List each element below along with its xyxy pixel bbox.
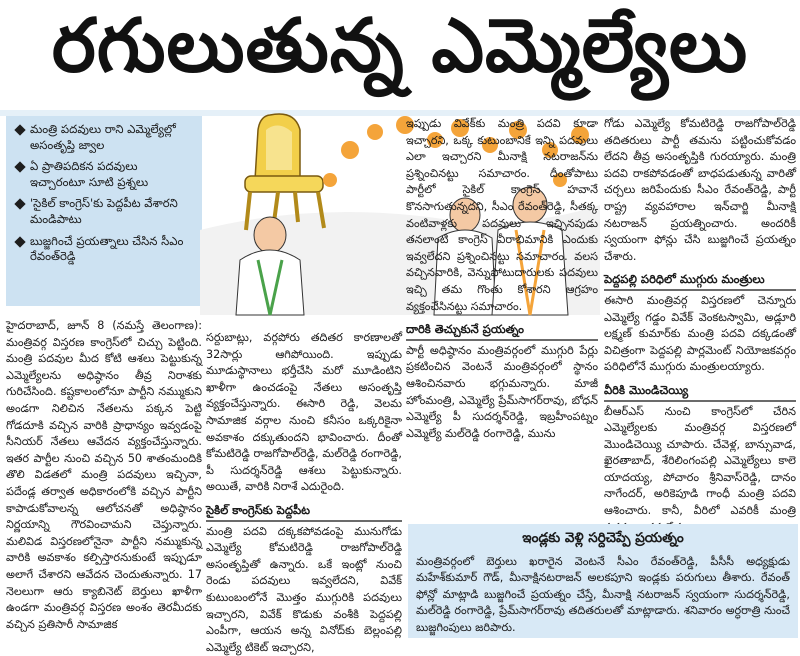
bullet-icon	[14, 124, 25, 135]
bullet-icon	[14, 162, 25, 173]
subheading: దారికి తెచ్చుకునే ప్రయత్నం	[406, 321, 598, 341]
highlight-item	[16, 159, 196, 190]
paragraph: సర్దుబాట్లు, వర్గపోరు తదితర కారణాలతో 32సార్లు ఆగిపోయింది. ఇప్పుడు మూడుస్థానాలు భర్తీచేసి మరో మూడింటిని ఖాళీగా ఉంచడంపై నేతలు అసంతృప్తి వ్యక్తంచేస్తున్నారు. ఈసారి రెడ్డి, వెలమ సామాజిక వర్గాల నుంచి కనీసం ఒక్కరికైనా అవకాశం దక్కుతుందని భావించారు. దీంతో కోమటిరెడ్డి రాజగోపాల్‌రెడ్డి, మల్‌రెడ్డి రంగారెడ్డి, పీ సుదర్శన్‌రెడ్డి ఆశలు పెట్టుకున్నారు. అయితే, వారికి నిరాశే ఎదురైంది.	[206, 331, 402, 494]
paragraph: ఈసారి మంత్రివర్గ విస్తరణలో చెన్నూరు ఎమ్మెల్యే గడ్డం వివేక్ వెంకటస్వామి, అడ్లూరి లక్ష్మణ్ కుమార్‌కు మంత్రి పదవి దక్కడంతో విచిత్రంగా పెద్దపల్లి పార్లమెంట్ నియోజకవర్గం పరిధిలోనే ముగ్గురు మంత్రులయ్యారు.	[604, 293, 796, 374]
highlight-text: మంత్రి పదవులు రాని ఎమ్మెల్యేల్లో అసంతృప్తి జ్వాల	[30, 122, 176, 152]
paragraph: ఇప్పుడు వివేక్‌కు మంత్రి పదవి కూడా ఇచ్చారని, ఒక్క కుటుంబానికే ఇన్ని పదవులు ఎలా ఇచ్చారని మీనాక్షి నటరాజన్‌ను ప్రశ్నించినట్టు సమాచారం. దీంతోపాటు పార్టీలో సైకిల్ కాంగ్రెస్ హవానే కొనసాగుతున్నదని, సీఎం రేవంత్‌రెడ్డి, సీతక్క వంటివాళ్లకు పదవులు ఇచ్చినపుడు తనలాంటి కాంగ్రెస్ వీరాభిమానికి ఎందుకు ఇవ్వలేదని ప్రశ్నించినట్టు సమాచారం. వలస వచ్చినవారికి, వెన్నుపోటుదారులకు పదవులు ఇచ్చి తమ గొంతు కోశారని ఆగ్రహం వ్యక్తంచేసినట్టు సమాచారం.	[406, 117, 598, 313]
highlight-text: 'సైకిల్ కాంగ్రెస్'కు పెద్దపీట వేశారని మండిపాటు	[30, 196, 178, 226]
highlight-item	[16, 196, 196, 227]
subheading: పెద్దపల్లి పరిధిలో ముగ్గురు మంత్రులు	[604, 271, 796, 291]
paragraph: గోడు ఎమ్మెల్యే కోమటిరెడ్డి రాజగోపాల్‌రెడ్డి తదితరులు పార్టీ తమను పట్టించుకోవడం లేదని తీవ్ర అసంతృప్తికి గురయ్యారు. మంత్రి పదవి రాకపోవడంతో బాధపడుతున్న వారితో చర్చలు జరిపేందుకు సీఎం రేవంత్‌రెడ్డి, పార్టీ రాష్ట్ర వ్యవహారాల ఇన్‌చార్జి మీనాక్షి నటరాజన్ ప్రయత్నించారు. అందరికీ స్వయంగా ఫోన్లు చేసి బుజ్జగించే ప్రయత్నం చేశారు.	[604, 117, 796, 263]
highlight-text: ఏ ప్రాతిపదికన పదవులు ఇచ్చారంటూ సూటి ప్రశ్నలు	[30, 159, 149, 189]
highlight-text: బుజ్జగించే ప్రయత్నాలు చేసిన సీఎం రేవంత్‌రెడ్డి	[30, 233, 184, 264]
article-column-2	[206, 330, 402, 654]
highlights-box	[6, 116, 202, 306]
callout-body: మంత్రివర్గంలో బెర్తులు ఖరారైన వెంటనే సీఎం రేవంత్‌రెడ్డి, పీసీసీ అధ్యక్షుడు మహేశ్‌కుమార్ గౌడ్, మీనాక్షినటరాజన్ అలకపూని ఇండ్లకు పరుగులు తీశారు. రేవంత్ ఫోన్లో మాట్లాడి బుజ్జగించే ప్రయత్నం చేస్తే, మీనాక్షి నటరాజన్ స్వయంగా సుదర్శన్‌రెడ్డి, మల్‌రెడ్డి రంగారెడ్డి, ప్రేమ్‌సాగర్‌రావు తదితరులతో మాట్లాడారు. శనివారం అర్ధరాత్రి నుంచే బుజ్జగింపులు జరిపారు.	[416, 555, 790, 634]
article-column-3	[406, 116, 598, 522]
callout-title: ఇండ్లకు వెళ్లి సర్దిచెప్పే ప్రయత్నం	[522, 530, 684, 546]
sidebar-callout-box	[408, 524, 798, 638]
golden-chair-icon	[245, 114, 324, 230]
article-column-4	[604, 116, 796, 522]
paragraph: హైదరాబాద్, జూన్ 8 (నమస్తే తెలంగాణ): మంత్రివర్గ విస్తరణ కాంగ్రెస్‌లో చిచ్చు పెట్టింది. మంత్రి పదవుల మీద కోటి ఆశలు పెట్టుకున్న ఎమ్మెల్యేలను అధిష్ఠానం తీవ్ర నిరాశకు గురిచేసింది. కష్టకాలంలోనూ పార్టీని నమ్ముకుని అండగా నిలిచిన నేతలను పక్కన పెట్టి గోడదూకి వచ్చిన వారికి ప్రాధాన్యం ఇవ్వడంపై సీనియర్ నేతలు ఆవేదన వ్యక్తంచేస్తున్నారు. ఇతర పార్టీల నుంచి వచ్చిన 50 శాతంమందికి తొలి విడతలో మంత్రి పదవులు ఇచ్చినా, పదేండ్ల తర్వాత అధికారంలోకి వచ్చిన పార్టీని కాపాడుకోవాలన్న ఆలోచనతో అధిష్ఠానం నిర్ణయాన్ని గౌరవించామని చెప్తున్నారు. మలివిడ విస్తరణలోనైనా పార్టీని నమ్ముకున్న వారికి అవకాశం కల్పిస్తారనుకుంటే ఇప్పుడూ అలాగే చేశారని ఆవేదన చెందుతున్నారు. 17 నెలలుగా ఆరు క్యాబినెట్ బెర్తులు ఖాళీగా ఉండగా మంత్రివర్గ విస్తరణ అంశం తెరమీదకు వచ్చిన ప్రతిసారీ సామాజిక	[6, 319, 202, 631]
headline: రగులుతున్న ఎమ్మెల్యేలు	[51, 3, 749, 89]
paragraph: మంత్రి పదవి దక్కకపోవడంపై మునుగోడు ఎమ్మెల్యే కోమటిరెడ్డి రాజగోపాల్‌రెడ్డి అసంతృప్తితో ఉన్నారు. ఒకే ఇంట్లో నుంచి రెండు పదవులు ఇవ్వలేదని, వివేక్ కుటుంబంలోనే మొత్తం ముగ్గురికి పదవులు ఇచ్చారని, వివేక్ కొడుకు వంశీకి పెద్దపల్లి ఎంపీగా, ఆయన అన్న వినోద్‌కు బెల్లంపల్లి ఎమ్మెల్యే టికెట్ ఇచ్చారని,	[206, 524, 402, 654]
bullet-icon	[14, 199, 25, 210]
paragraph: పార్టీ అధిష్ఠానం మంత్రివర్గంలో ముగ్గురి పేర్లు ప్రకటించిన వెంటనే మంత్రివర్గంలో స్థానం ఆశించినవారు భగ్గుమన్నారు. మాజీ హోంమంత్రి, ఎమ్మెల్యే ప్రేమ్‌సాగర్‌రావు, బోధన్ ఎమ్మెల్యే పీ సుదర్శన్‌రెడ్డి, ఇబ్రహీంపట్నం ఎమ్మెల్యే మల్‌రెడ్డి రంగారెడ్డి, మును	[406, 343, 598, 440]
article-column-1	[6, 318, 202, 636]
highlight-item	[16, 234, 196, 265]
subheading: వీరికి మొండిచెయ్యి	[604, 382, 796, 402]
highlight-item	[16, 122, 196, 153]
paragraph: బీఆర్ఎస్ నుంచి కాంగ్రెస్‌లో చేరిన ఎమ్మెల్యేలకు మంత్రివర్గ విస్తరణలో మొండిచెయ్యి చూపారు. చేవెళ్ల, బాన్సువాడ, ఖైరతాబాద్, శేరిలింగంపల్లి ఎమ్మెల్యేలు కాలె యాదయ్య, పోచారం శ్రీనివాస్‌రెడ్డి, దానం నాగేందర్, అరికెపూడి గాంధీ మంత్రి పదవి ఆశించారు. కానీ, వీరిలో ఎవరికీ మంత్రి	[604, 404, 796, 518]
subheading: సైకిల్ కాంగ్రెస్‌కు పెద్దపీట	[206, 502, 402, 522]
bullet-icon	[14, 236, 25, 247]
